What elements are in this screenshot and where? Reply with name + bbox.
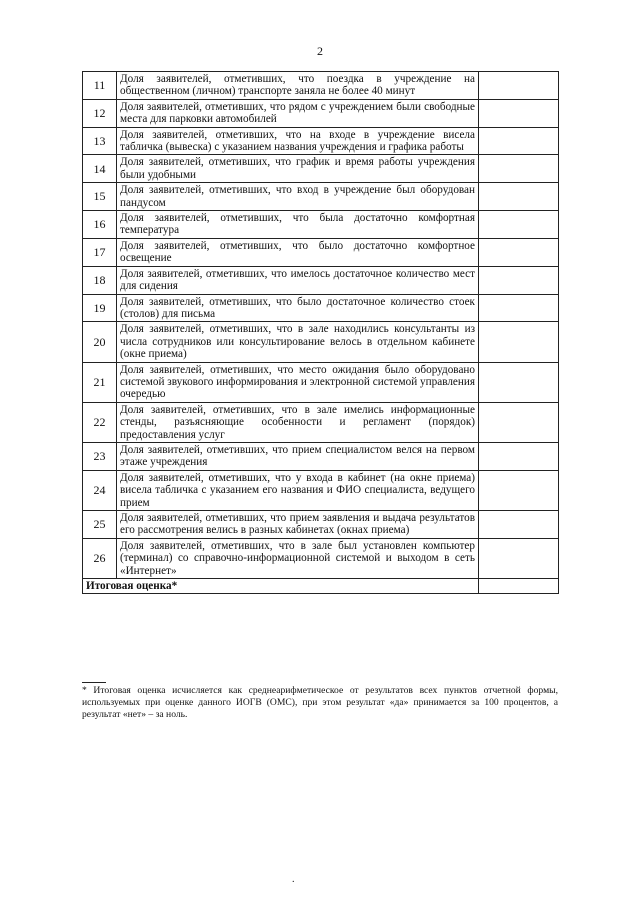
total-label: Итоговая оценка*	[83, 579, 479, 594]
table-row	[83, 155, 559, 183]
row-number: 23	[83, 442, 117, 470]
row-number: 24	[83, 470, 117, 510]
row-number: 21	[83, 362, 117, 402]
table-row	[83, 183, 559, 211]
table-row	[83, 127, 559, 155]
row-number: 22	[83, 402, 117, 442]
row-value-cell	[479, 238, 559, 266]
row-indicator-text: Доля заявителей, отметивших, что было достаточно комфортное освещение	[117, 238, 479, 266]
row-indicator-text: Доля заявителей, отметивших, что поездка в учреждение на общественном (личном) транспорте заняла не более 40 минут	[117, 72, 479, 100]
row-number: 16	[83, 211, 117, 239]
row-number: 18	[83, 266, 117, 294]
row-value-cell	[479, 511, 559, 539]
total-row	[83, 579, 559, 594]
row-indicator-text: Доля заявителей, отметивших, что было достаточное количество стоек (столов) для письма	[117, 294, 479, 322]
table-row	[83, 362, 559, 402]
row-value-cell	[479, 322, 559, 362]
row-value-cell	[479, 470, 559, 510]
row-value-cell	[479, 294, 559, 322]
footnote: * Итоговая оценка исчисляется как среднеарифметическое от результатов всех пунктов отчетной формы, используемых при оценке данного ИОГВ (ОМС), при этом результат «да» принимается за 100 процентов, а результат «нет» – за ноль.	[82, 685, 558, 720]
row-value-cell	[479, 211, 559, 239]
evaluation-table-body	[83, 72, 559, 579]
row-indicator-text: Доля заявителей, отметивших, что была достаточно комфортная температура	[117, 211, 479, 239]
row-indicator-text: Доля заявителей, отметивших, что вход в учреждение был оборудован пандусом	[117, 183, 479, 211]
row-indicator-text: Доля заявителей, отметивших, что рядом с учреждением были свободные места для парковки автомобилей	[117, 99, 479, 127]
row-value-cell	[479, 442, 559, 470]
row-number: 13	[83, 127, 117, 155]
row-value-cell	[479, 155, 559, 183]
table-row	[83, 99, 559, 127]
table-row	[83, 238, 559, 266]
table-row	[83, 511, 559, 539]
row-number: 25	[83, 511, 117, 539]
table-row	[83, 470, 559, 510]
row-value-cell	[479, 183, 559, 211]
row-indicator-text: Доля заявителей, отметивших, что в зале находились консультанты из числа сотрудников или консультирование велось в отдельном кабинете (окне приема)	[117, 322, 479, 362]
row-number: 11	[83, 72, 117, 100]
table-row	[83, 211, 559, 239]
table-row	[83, 402, 559, 442]
row-number: 17	[83, 238, 117, 266]
row-number: 26	[83, 538, 117, 578]
row-number: 12	[83, 99, 117, 127]
row-number: 14	[83, 155, 117, 183]
row-indicator-text: Доля заявителей, отметивших, что на входе в учреждение висела табличка (вывеска) с указанием названия учреждения и графика работы	[117, 127, 479, 155]
row-value-cell	[479, 72, 559, 100]
row-number: 15	[83, 183, 117, 211]
row-indicator-text: Доля заявителей, отметивших, что прием специалистом велся на первом этаже учреждения	[117, 442, 479, 470]
row-indicator-text: Доля заявителей, отметивших, что график и время работы учреждения были удобными	[117, 155, 479, 183]
table-row	[83, 322, 559, 362]
row-value-cell	[479, 99, 559, 127]
row-indicator-text: Доля заявителей, отметивших, что у входа в кабинет (на окне приема) висела табличка с указанием его названия и ФИО специалиста, ведущего прием	[117, 470, 479, 510]
table-row	[83, 266, 559, 294]
row-value-cell	[479, 402, 559, 442]
page-number: 2	[317, 44, 323, 58]
row-indicator-text: Доля заявителей, отметивших, что в зале был установлен компьютер (терминал) со справочно-информационной системой и выходом в сеть «Интернет»	[117, 538, 479, 578]
evaluation-table	[82, 71, 559, 594]
table-row	[83, 294, 559, 322]
row-value-cell	[479, 266, 559, 294]
footnote-rule	[82, 682, 106, 683]
row-number: 20	[83, 322, 117, 362]
row-indicator-text: Доля заявителей, отметивших, что прием заявления и выдача результатов его рассмотрения велись в разных кабинетах (окнах приема)	[117, 511, 479, 539]
row-value-cell	[479, 127, 559, 155]
row-value-cell	[479, 362, 559, 402]
row-value-cell	[479, 538, 559, 578]
total-value-cell	[479, 579, 559, 594]
row-indicator-text: Доля заявителей, отметивших, что имелось достаточное количество мест для сидения	[117, 266, 479, 294]
table-row	[83, 442, 559, 470]
table-row	[83, 538, 559, 578]
row-indicator-text: Доля заявителей, отметивших, что место ожидания было оборудовано системой звукового информирования и электронной системой управления очередью	[117, 362, 479, 402]
table-row	[83, 72, 559, 100]
bottom-mark: .	[292, 874, 295, 885]
row-number: 19	[83, 294, 117, 322]
row-indicator-text: Доля заявителей, отметивших, что в зале имелись информационные стенды, разъясняющие особенности и регламент (порядок) предоставления услуг	[117, 402, 479, 442]
